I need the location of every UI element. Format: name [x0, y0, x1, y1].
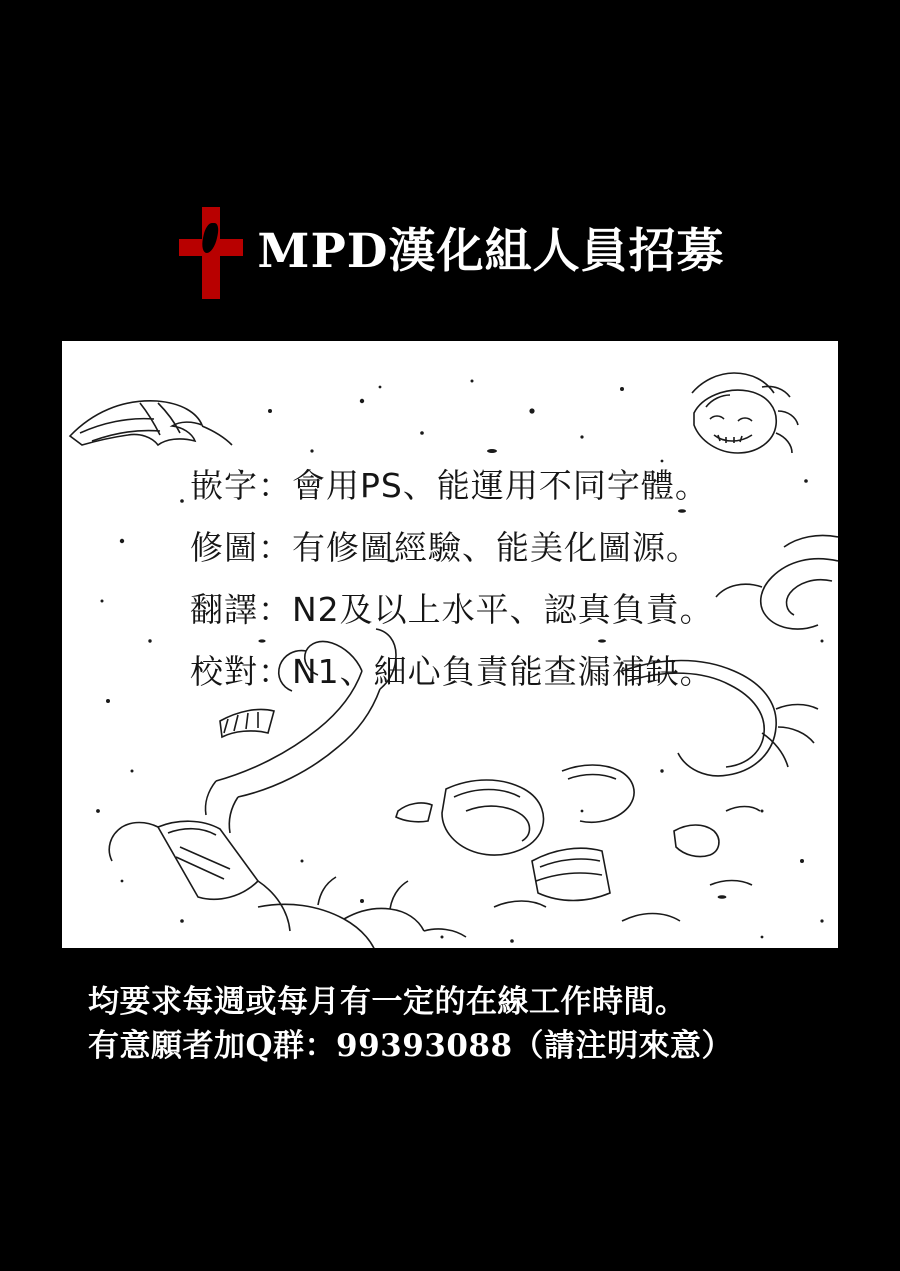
requirement-item: 校對：N1、細心負責能查漏補缺。	[190, 652, 714, 691]
requirement-item: 翻譯：N2及以上水平、認真負責。	[190, 590, 714, 629]
requirement-item: 嵌字：會用PS、能運用不同字體。	[190, 466, 709, 505]
requirement-item: 修圖：有修圖經驗、能美化圖源。	[190, 528, 700, 567]
requirements-list	[190, 466, 820, 717]
page-header	[0, 196, 900, 306]
recruitment-panel	[62, 341, 838, 948]
footer-line-requirement: 均要求每週或每月有一定的在線工作時間。	[88, 984, 687, 1020]
red-cross-icon	[175, 199, 247, 303]
footer-line-contact: 有意願者加Q群：99393088（請注明來意）	[88, 1028, 734, 1065]
page-title: MPD漢化組人員招募	[257, 223, 725, 279]
footer-note	[88, 980, 878, 1068]
